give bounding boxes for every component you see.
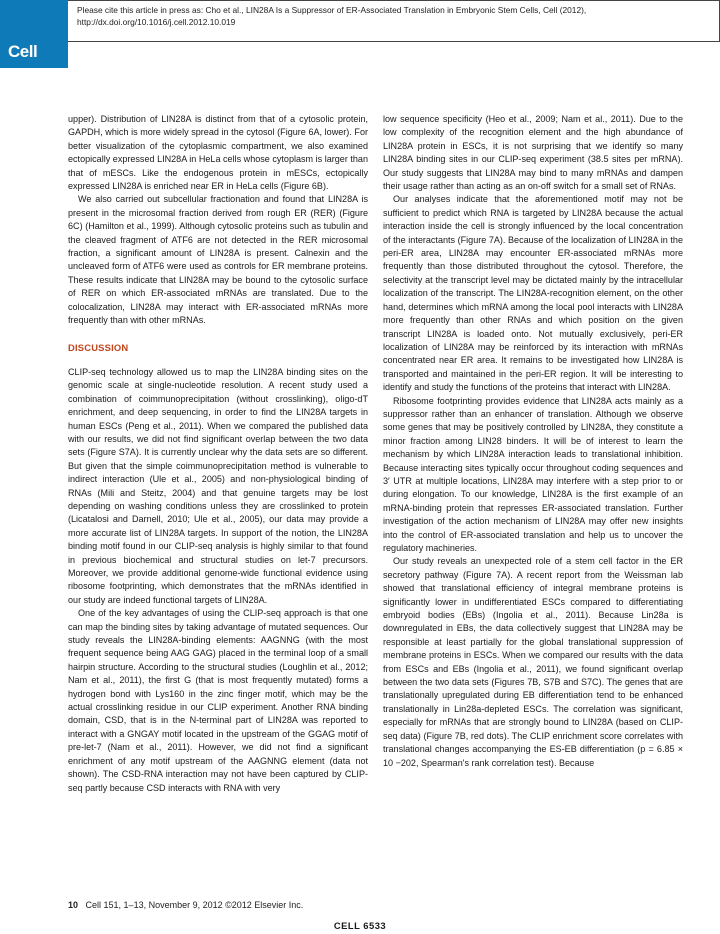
citation-notice-doi: http://dx.doi.org/10.1016/j.cell.2012.10.019: [77, 16, 236, 27]
citation-notice-line1: Please cite this article in press as: Cho et al., LIN28A Is a Suppressor of ER-Associated Translation in Embryonic Stem Cells, Cell (2012),: [77, 5, 587, 15]
manuscript-stamp: CELL 6533: [333, 920, 387, 931]
left-column: [68, 113, 368, 795]
paragraph: low sequence specificity (Heo et al., 2009; Nam et al., 2011). Due to the low complexity of the recognition element and the high abundance of LIN28A protein in ESCs, it is not surprising that we identify so many LIN28A binding sites in our CLIP-seq experiment (38.5 sites per mRNA). Our study suggests that LIN28A may bind to many mRNAs and dampen their usage rather than acting as an on-off switch for a small set of RNAs.: [383, 114, 683, 192]
paragraph: upper). Distribution of LIN28A is distinct from that of a cytosolic protein, GAPDH, which is more widely spread in the cytosol (Figure 6A, lower). For better visualization of the cytoplasmic compartment, we also examined ectopically expressed LIN28A in HeLa cells whose cytoplasm is larger than that of mESCs. Like the endogenous protein in mESCs, ectopically expressed LIN28A is enriched near ER in HeLa cells (Figure 6B).: [68, 114, 368, 192]
paragraph: One of the key advantages of using the CLIP-seq approach is that one can map the binding sites by taking advantage of mutated sequences. Our study reveals the LIN28A-binding elements: AAGNNG (with the most frequent sequence being AAG GAG) placed in the terminal loop of a small hairpin structure. According to the structural studies (Loughlin et al., 2012; Nam et al., 2011), the first G (that is most frequently mutated) forms a hydrogen bond with Lys160 in the zinc finger motif, which may be the actual crosslinking residue in our CLIP experiment. Another RNA binding domain, CSD, that is in the N-terminal part of LIN28A was reported to interact with a GNGAY motif located in the upstream of the GGAG motif of pre-let-7 (Nam et al., 2011). However, we did not find a significant enrichment of any motif upstream of the AAGNNG element (data not shown). The CSD-RNA interaction may not have been captured by CLIP-seq partly because CSD interacts with RNA with very: [68, 608, 368, 793]
journal-logo: Cell: [0, 0, 68, 68]
paragraph: Ribosome footprinting provides evidence that LIN28A acts mainly as a suppressor rather than an enhancer of translation. Although we observe some genes that may be positively controlled by LIN28A, they constitute a minor fraction among LIN28 binders. It will be of interest to learn the mechanism by which LIN28A interaction leads to translational inhibition. Because interacting sites typically occur throughout coding sequences and 3′ UTR at multiple locations, LIN28A may interfere with a step prior to or during elongation. To our knowledge, LIN28A is the first example of an mRNA-binding protein that represses ER-associated translation. Further investigation of the action mechanism of LIN28A may offer new insights into the control of ER-associated translation and help us to uncover the regulatory machineries.: [383, 395, 683, 553]
paragraph: Our study reveals an unexpected role of a stem cell factor in the ER secretory pathway (Figure 7A). A recent report from the Weissman lab showed that translational efficiency of integral membrane proteins is significantly lower in undifferentiated ESCs compared to differentiating embryoid bodies (EBs) (Ingolia et al., 2011). Because Lin28a is downregulated in EBs, the data collectively suggest that LIN28A may be responsible at least partially for the global translational suppression of membrane proteins in ESCs. When we compared our results with the data from ESCs and EBs (Ingolia et al., 2011), we found significant overlap between the two data sets (Figures 7B, S7B and S7C). The genes that are translationally upregulated during EB differentiation tend to be enhanced translationally in Lin28a-depleted ESCs. The correlation was significant, especially for mRNAs that are strongly bound to LIN28A (based on CLIP-seq data) (Figure 7B, red dots). The CLIP enrichment score correlates with translational changes accompanying the ES-EB differentiation (p = 6.85 × 10 −202, Spearman's rank correlation test). Because: [383, 556, 683, 768]
page-footer: [68, 900, 303, 910]
journal-citation: Cell 151, 1–13, November 9, 2012 ©2012 Elsevier Inc.: [85, 900, 304, 910]
page-number: 10: [68, 900, 79, 910]
section-heading: DISCUSSION: [68, 341, 129, 353]
citation-notice: [68, 0, 720, 42]
paragraph: We also carried out subcellular fractionation and found that LIN28A is present in the microsomal fraction derived from rough ER (RER) (Figure 6C) (Hamilton et al., 1999). Although cytosolic proteins such as tubulin and the cleaved fragment of ATF6 are not detected in the RER microsomal fraction, a significant amount of LIN28A is present. Calnexin and the uncleaved form of ATF6 were used as controls for ER membrane proteins. These results indicate that LIN28A may be bound to the cytosolic surface of RER on which ER-associated mRNAs are translated. Due to the colocalization, LIN28A may interact with ER-associated mRNAs more frequently than with other mRNAs.: [68, 194, 368, 326]
paragraph: CLIP-seq technology allowed us to map the LIN28A binding sites on the genomic scale at single-nucleotide resolution. A recent study used a combination of coimmunoprecipitation (without crosslinking), oligo-dT enrichment, and deep sequencing, in order to find the LIN28A targets in human ESCs (Peng et al., 2011). When we compared the published data with our results, we did not find significant overlap between the two data sets (Figure S7A). It is currently unclear why the data sets are so different. But given that the simple coimmunoprecipitation method is vulnerable to indirect interaction (Ule et al., 2005) and non-physiological binding of RNAs (Mili and Steitz, 2004) and that genuine targets may be lost depending on washing conditions unless they are crosslinked to protein (Licatalosi and Darnell, 2010; Ule et al., 2005), our data may provide a more accurate list of LIN28A targets. In support of the notion, the LIN28A binding motif found in our CLIP-seq analysis is highly similar to that found in previous biochemical and structural studies on let-7 precursors. Moreover, we provide additional genome-wide functional evidence using ribosome footprinting, which demonstrates that the mRNAs identified in our study are indeed functional targets of LIN28A.: [68, 366, 368, 605]
right-column: [383, 113, 683, 770]
paragraph: Our analyses indicate that the aforementioned motif may not be sufficient to predict which RNA is targeted by LIN28A because the actual interaction inside the cell is strongly influenced by the local concentration of the interactants (Figure 7A). Because of the localization of LIN28A in the peri-ER area, LIN28A may encounter ER-associated mRNAs more frequently than those distributed throughout the cytosol. Therefore, the selectivity at the transcript level may be dictated mainly by the intracellular localization of the transcript. The LIN28A-recognition element, on the other hand, determines which mRNA among the local pool interacts with LIN28A more frequently than other RNAs and which position on the given transcript LIN28A is loaded onto. Not mutually exclusively, peri-ER localization of LIN28A may be reinforced by its interaction with mRNAs concentrated near ER area. It remains to be investigated how LIN28A is transported and maintained in the peri-ER region. It will be interesting to identify and study the functions of the proteins that interact with LIN28A.: [383, 194, 683, 393]
